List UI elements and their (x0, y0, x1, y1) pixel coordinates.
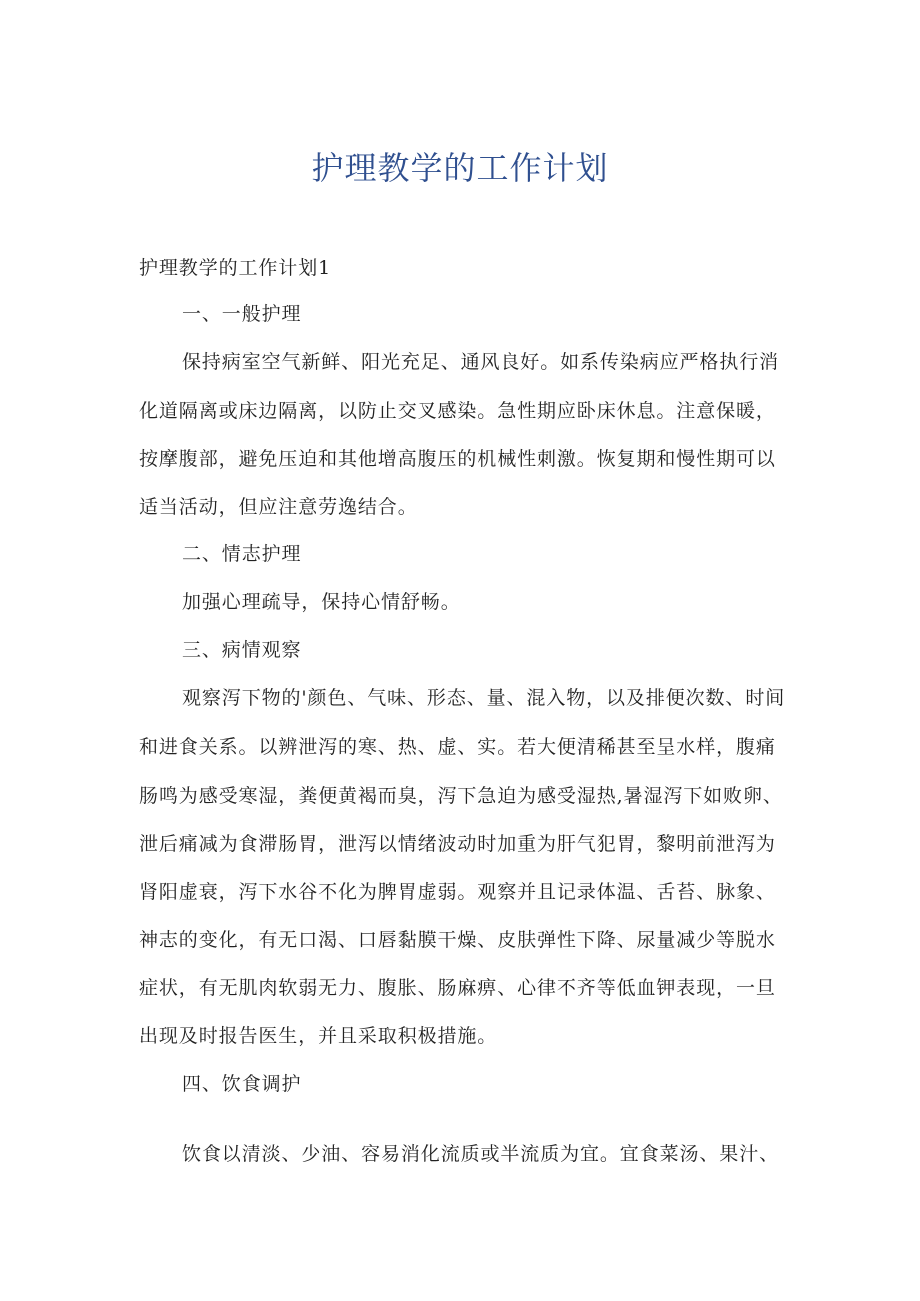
paragraph-line: 加强心理疏导，保持心情舒畅。 (182, 591, 461, 613)
section-heading-emotional-care: 二、情志护理 (182, 543, 302, 565)
section-heading-diet: 四、饮食调护 (182, 1073, 302, 1095)
paragraph-line: 肠鸣为感受寒湿，粪便黄褐而臭，泻下急迫为感受湿热,暑湿泻下如败卵、 (139, 785, 783, 807)
paragraph-line: 和进食关系。以辨泄泻的寒、热、虚、实。若大便清稀甚至呈水样，腹痛 (139, 736, 776, 758)
section-heading-observation: 三、病情观察 (182, 639, 302, 661)
paragraph-line: 化道隔离或床边隔离，以防止交叉感染。急性期应卧床休息。注意保暖， (139, 400, 776, 422)
paragraph-line: 保持病室空气新鲜、阳光充足、通风良好。如系传染病应严格执行消 (182, 351, 780, 373)
paragraph-line: 出现及时报告医生，并且采取积极措施。 (139, 1025, 498, 1047)
subtitle: 护理教学的工作计划1 (139, 257, 332, 279)
paragraph-line: 观察泻下物的'颜色、气味、形态、量、混入物，以及排便次数、时间 (182, 687, 786, 709)
paragraph-line: 肾阳虚衰，泻下水谷不化为脾胃虚弱。观察并且记录体温、舌苔、脉象、 (139, 881, 776, 903)
paragraph-line: 神志的变化，有无口渴、口唇黏膜干燥、皮肤弹性下降、尿量减少等脱水 (139, 929, 776, 951)
paragraph-line: 按摩腹部，避免压迫和其他增高腹压的机械性刺激。恢复期和慢性期可以 (139, 448, 776, 470)
paragraph-line: 适当活动，但应注意劳逸结合。 (139, 496, 418, 518)
page-title: 护理教学的工作计划 (311, 149, 609, 187)
paragraph-line: 饮食以清淡、少油、容易消化流质或半流质为宜。宜食菜汤、果汁、 (182, 1143, 780, 1165)
paragraph-line: 症状，有无肌肉软弱无力、腹胀、肠麻痹、心律不齐等低血钾表现，一旦 (139, 977, 776, 999)
paragraph-line: 泄后痛减为食滞肠胃，泄泻以情绪波动时加重为肝气犯胃，黎明前泄泻为 (139, 833, 776, 855)
section-heading-general-care: 一、一般护理 (182, 303, 302, 325)
